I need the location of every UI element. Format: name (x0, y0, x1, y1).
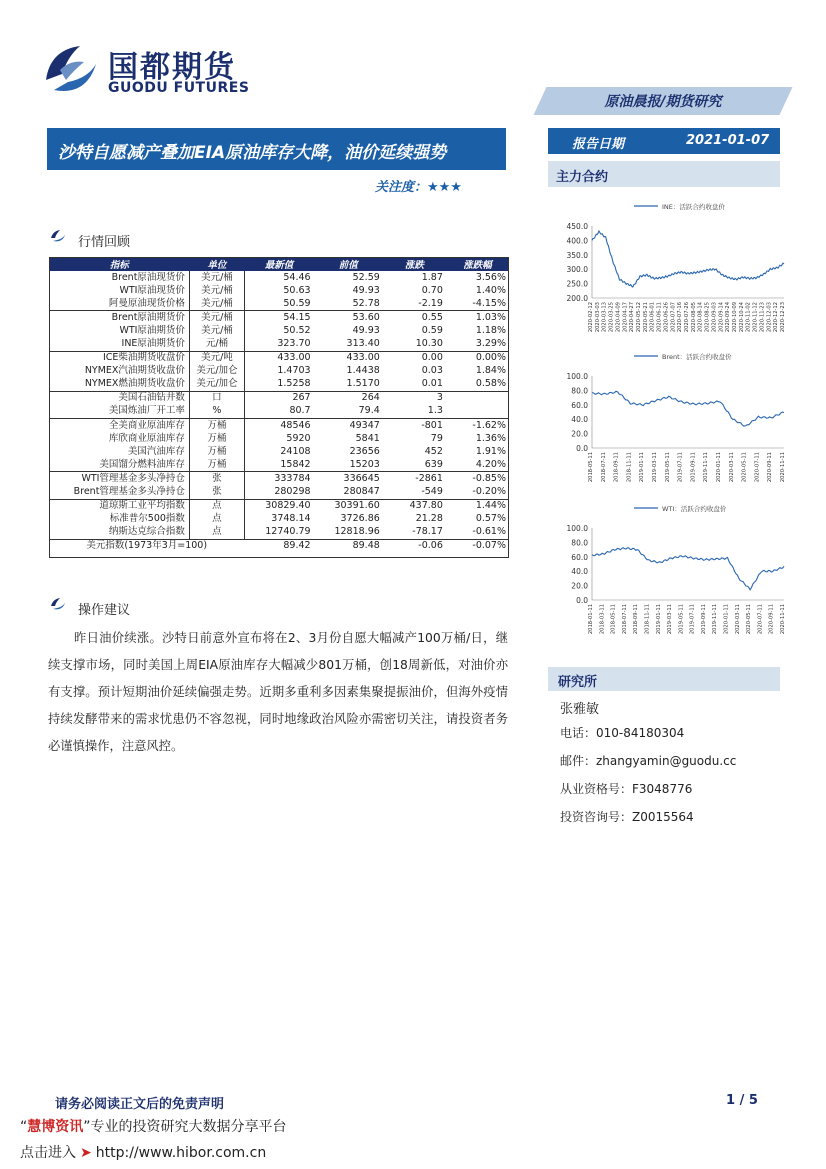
x-tick-label: 2018-07-11 (600, 452, 607, 483)
row-change: 21.28 (415, 513, 443, 525)
row-unit: 美元/桶 (189, 271, 244, 284)
row-label: 美国炼油厂开工率 (49, 405, 189, 419)
x-tick-label: 2020-02-12 (588, 302, 594, 333)
page-number: 1 / 5 (726, 1093, 758, 1108)
row-change: -801 (421, 419, 443, 431)
table-row (49, 311, 509, 325)
row-unit: 口 (189, 391, 244, 405)
x-tick-label: 2020-06-26 (663, 302, 670, 333)
x-tick-label: 2020-07-11 (757, 604, 764, 635)
row-previous: 264 (361, 392, 380, 404)
date-label: 报告日期 (572, 137, 625, 152)
site-line[interactable] (20, 1142, 266, 1162)
row-previous: 49347 (349, 419, 380, 431)
row-unit: 万桶 (189, 458, 244, 472)
row-previous: 1.5170 (314, 378, 383, 392)
table-row (49, 458, 509, 472)
row-label: 美国石油钻井数 (49, 391, 189, 405)
row-unit: 万桶 (189, 445, 244, 458)
x-tick-label: 2020-07-16 (677, 302, 684, 333)
x-tick-label: 2020-05-11 (741, 452, 748, 483)
row-unit: 万桶 (189, 419, 244, 433)
row-latest: 333784 (274, 472, 311, 484)
table-header: 涨跌 (383, 257, 446, 271)
x-tick-label: 2018-11-11 (626, 452, 633, 483)
row-label: ICE柴油期货收盘价 (49, 351, 189, 365)
x-tick-label: 2020-08-14 (697, 302, 704, 333)
analyst-qualification: 从业资格号：F3048776 (560, 782, 693, 796)
x-tick-label: 2019-09-11 (700, 604, 707, 635)
row-change: -0.06 (418, 540, 443, 552)
table-row (49, 405, 509, 419)
table-row (49, 472, 509, 486)
x-tick-label: 2020-01-11 (716, 452, 722, 483)
row-change-pct: -0.07% (472, 540, 506, 552)
logo-mark-icon (40, 40, 102, 102)
table-row (49, 445, 509, 458)
x-tick-label: 2019-03-11 (667, 604, 674, 635)
row-label: NYMEX燃油期货收盘价 (49, 378, 189, 392)
report-type: 原油晨报/期货研究 (604, 94, 722, 110)
row-label: 美元指数(1973年3月=100) (86, 540, 208, 552)
row-latest: 3748.14 (271, 513, 311, 525)
row-change-pct: 1.18% (475, 324, 506, 336)
x-tick-label: 2019-03-11 (652, 452, 658, 483)
y-tick-label: 100.0 (566, 372, 588, 381)
analyst-consult-number: 投资咨询号：Z0015564 (560, 810, 694, 824)
x-tick-label: 2020-03-11 (728, 452, 735, 483)
row-previous: 3726.86 (340, 513, 380, 525)
x-tick-label: 2020-09-11 (767, 452, 774, 483)
row-previous: 89.48 (352, 540, 380, 552)
row-change: 639 (383, 458, 446, 472)
row-change: 0.00 (421, 352, 443, 364)
row-previous: 12818.96 (314, 526, 383, 540)
row-previous: 1.4438 (346, 365, 380, 377)
x-tick-label: 2019-01-11 (639, 452, 646, 483)
x-tick-label: 2018-07-11 (621, 604, 628, 635)
x-tick-label: 2018-01-11 (588, 604, 594, 635)
row-latest: 5920 (286, 432, 311, 444)
row-change-pct: 0.00% (475, 352, 506, 364)
x-tick-label: 2020-04-27 (629, 302, 636, 333)
row-change: 10.30 (383, 337, 446, 351)
legend-label: INE：活跃合约收盘价 (662, 203, 725, 211)
row-latest: 1.4703 (277, 365, 311, 377)
table-row (49, 526, 509, 540)
x-tick-label: 2020-03-03 (594, 302, 601, 333)
row-latest: 50.63 (283, 284, 311, 296)
research-title: 研究所 (558, 675, 598, 690)
table-row (49, 284, 509, 297)
row-previous: 313.40 (314, 337, 383, 351)
platform-name: 慧博资讯 (27, 1119, 84, 1135)
row-latest: 80.7 (244, 405, 313, 419)
x-tick-label: 2020-05-21 (642, 302, 649, 333)
row-change-pct: 3.29% (446, 337, 509, 351)
row-previous: 49.93 (352, 284, 380, 296)
legend-label: WTI：活跃合约收盘价 (662, 505, 727, 513)
pointer-icon: ➤ (80, 1145, 92, 1161)
site-label[interactable]: 点击进入 (20, 1145, 76, 1161)
row-previous: 15203 (314, 458, 383, 472)
section-market-title: 行情回顾 (78, 235, 131, 250)
y-tick-label: 100.0 (566, 524, 588, 533)
platform-text: 专业的投资研究大数据分享平台 (90, 1119, 287, 1135)
market-table (49, 257, 509, 553)
row-latest: 1.5258 (244, 378, 313, 392)
y-tick-label: 300.0 (566, 265, 588, 275)
table-row (49, 486, 509, 500)
row-change: 452 (424, 445, 443, 457)
quote-close: ” (83, 1119, 91, 1135)
row-label: WTI原油现货价 (49, 284, 189, 297)
row-latest: 54.15 (283, 311, 311, 323)
row-previous: 433.00 (346, 352, 380, 364)
row-change-pct: 3.56% (475, 271, 506, 283)
row-latest: 433.00 (277, 352, 311, 364)
row-unit: 万桶 (189, 432, 244, 445)
table-row (49, 365, 509, 378)
y-tick-label: 350.0 (566, 250, 588, 260)
row-unit: 美元/桶 (189, 324, 244, 337)
row-unit: 点 (189, 526, 244, 540)
table-header: 涨跌幅 (446, 257, 509, 271)
x-tick-label: 2019-09-11 (690, 452, 697, 483)
row-unit: 元/桶 (189, 337, 244, 351)
x-tick-label: 2018-05-11 (588, 452, 594, 483)
table-row (49, 324, 509, 337)
y-tick-label: 0.0 (576, 444, 588, 453)
row-change-pct: 1.03% (475, 311, 506, 323)
x-tick-label: 2020-08-25 (704, 302, 711, 333)
site-url[interactable]: http://www.hibor.com.cn (95, 1145, 267, 1161)
row-latest: 89.42 (283, 540, 311, 552)
table-header-row (49, 257, 509, 271)
row-change: 3 (436, 392, 443, 404)
row-change-pct: -0.20% (446, 486, 509, 500)
x-tick-label: 2018-03-11 (599, 604, 606, 635)
row-previous: 23656 (349, 445, 380, 457)
row-unit: 美元/吨 (189, 351, 244, 365)
table-header: 单位 (189, 257, 244, 271)
chart-brent (548, 348, 788, 496)
row-change-pct: 0.57% (475, 513, 506, 525)
x-tick-label: 2020-10-09 (732, 302, 738, 333)
row-label: WTI管理基金多头净持仓 (49, 472, 189, 486)
table-header: 最新值 (244, 257, 313, 271)
analyst-email: 邮件：zhangyamin@guodu.cc (560, 754, 737, 768)
row-latest: 50.52 (283, 324, 311, 336)
y-tick-label: 450.0 (566, 222, 588, 231)
row-unit: 点 (189, 499, 244, 513)
row-unit: 美元/桶 (189, 284, 244, 297)
x-tick-label: 2020-04-17 (622, 302, 629, 333)
x-tick-label: 2018-09-11 (633, 604, 640, 635)
row-change: 0.03 (421, 365, 443, 377)
y-tick-label: 40.0 (571, 415, 588, 425)
x-tick-label: 2020-06-01 (649, 302, 656, 333)
table-header: 前值 (314, 257, 383, 271)
x-tick-label: 2019-11-11 (703, 452, 710, 483)
row-label: INE原油期货价 (49, 337, 189, 351)
row-previous: 53.60 (352, 311, 380, 323)
table-header: 指标 (49, 257, 189, 271)
row-latest: 24108 (280, 445, 311, 457)
analyst-name: 张雅敏 (560, 702, 600, 717)
row-label: Brent原油现货价 (49, 271, 189, 284)
row-latest: 50.59 (244, 297, 313, 311)
quote-open: “ (20, 1119, 28, 1135)
y-tick-label: 80.0 (571, 386, 588, 396)
y-tick-label: 400.0 (566, 236, 588, 246)
x-tick-label: 2020-09-03 (711, 302, 718, 333)
row-change-pct: 4.20% (446, 458, 509, 472)
row-label: 美国汽油库存 (49, 445, 189, 458)
y-tick-label: 60.0 (571, 400, 588, 410)
y-tick-label: 250.0 (566, 279, 588, 289)
row-label: 标准普尔500指数 (49, 513, 189, 526)
y-tick-label: 200.0 (566, 294, 588, 303)
headline: 沙特自愿减产叠加EIA原油库存大降，油价延续强势 (58, 143, 447, 163)
x-tick-label: 2018-05-11 (610, 604, 617, 635)
row-previous: 336645 (343, 472, 380, 484)
x-tick-label: 2019-11-11 (712, 604, 719, 635)
y-tick-label: 60.0 (571, 552, 588, 562)
row-label: 库欣商业原油库存 (49, 432, 189, 445)
row-label: Brent管理基金多头净持仓 (49, 486, 189, 500)
row-previous: 79.4 (314, 405, 383, 419)
x-tick-label: 2020-11-02 (745, 302, 752, 333)
section-market-icon (50, 229, 66, 243)
x-tick-label: 2019-01-11 (655, 604, 662, 635)
series-line (592, 548, 784, 590)
platform-line (20, 1116, 287, 1136)
table-row (49, 499, 509, 513)
row-latest: 54.46 (283, 271, 311, 283)
row-unit: 美元/桶 (189, 297, 244, 311)
y-tick-label: 40.0 (571, 567, 588, 577)
row-change: -78.17 (383, 526, 446, 540)
table-row (49, 513, 509, 526)
attention-rating: 关注度：★★★ (375, 180, 462, 195)
table-row (49, 432, 509, 445)
y-tick-label: 20.0 (571, 429, 588, 439)
row-latest: 280298 (244, 486, 313, 500)
table-row (49, 297, 509, 311)
row-change: 0.59 (421, 324, 443, 336)
y-tick-label: 0.0 (576, 596, 588, 605)
section-advice-icon (50, 597, 66, 611)
row-change-pct: 1.44% (475, 500, 506, 512)
row-change-pct: -0.61% (446, 526, 509, 540)
row-unit: 美元/加仑 (189, 365, 244, 378)
row-change: 79 (430, 432, 443, 444)
chart-wti (548, 500, 788, 650)
x-tick-label: 2019-07-11 (677, 452, 684, 483)
row-label: Brent原油期货价 (49, 311, 189, 325)
x-tick-label: 2020-12-12 (773, 302, 780, 333)
advice-paragraph: 昨日油价续涨。沙特日前意外宣布将在2、3月份自愿大幅减产100万桶/日，继续支撑市场，同时美国上周EIA原油库存大幅减少801万桶，创18周新低，对油价亦有支撑。预计短期油价延续偏强走势。近期多重利多因素集聚提振油价，但海外疫情持续发酵带来的需求忧患仍不容忽视，同时地缘政治风险亦需密切关注，请投资者务必谨慎操作，注意风控。 (48, 631, 508, 753)
row-label: 美国馏分燃料油库存 (49, 458, 189, 472)
row-previous: 52.59 (352, 271, 380, 283)
row-change-pct: 1.84% (475, 365, 506, 377)
x-tick-label: 2020-03-13 (601, 302, 608, 333)
row-previous: 52.78 (314, 297, 383, 311)
row-label: WTI原油期货价 (49, 324, 189, 337)
row-label: 全美商业原油库存 (49, 419, 189, 433)
x-tick-label: 2020-12-03 (766, 302, 773, 333)
row-change-pct: -4.15% (446, 297, 509, 311)
row-change-pct: 1.36% (475, 432, 506, 444)
row-change: 1.87 (421, 271, 443, 283)
chart-ine (548, 198, 788, 346)
table-row (49, 539, 509, 553)
x-tick-label: 2020-10-24 (738, 302, 745, 333)
row-latest: 48546 (280, 419, 311, 431)
row-change: -549 (383, 486, 446, 500)
row-unit: 张 (189, 486, 244, 500)
row-unit: 美元/加仑 (189, 378, 244, 392)
row-change-pct: 1.40% (475, 284, 506, 296)
x-tick-label: 2020-11-11 (780, 452, 786, 483)
table-row (49, 337, 509, 351)
row-change: 437.80 (409, 500, 443, 512)
y-tick-label: 80.0 (571, 538, 588, 548)
row-change-pct (446, 391, 509, 405)
x-tick-label: 2020-04-09 (615, 302, 622, 333)
row-latest: 12740.79 (244, 526, 313, 540)
main-contract-title: 主力合约 (556, 170, 609, 185)
table-row (49, 419, 509, 433)
x-tick-label: 2020-09-24 (725, 302, 732, 333)
row-latest: 15842 (244, 458, 313, 472)
row-latest: 267 (292, 392, 311, 404)
row-change-pct: -0.85% (472, 472, 506, 484)
row-unit: % (189, 405, 244, 419)
row-previous: 30391.60 (334, 500, 380, 512)
logo-text-en: GUODU FUTURES (108, 80, 250, 96)
table-row (49, 271, 509, 284)
x-tick-label: 2020-09-14 (718, 302, 725, 333)
table-row (49, 378, 509, 392)
logo-text-cn: 国都期货 (108, 50, 236, 85)
section-advice-title: 操作建议 (78, 603, 131, 618)
row-change-pct: 0.58% (446, 378, 509, 392)
row-previous: 280847 (314, 486, 383, 500)
x-tick-label: 2020-11-12 (752, 302, 759, 333)
x-tick-label: 2019-05-11 (678, 604, 685, 635)
x-tick-label: 2020-07-26 (684, 302, 690, 333)
row-change-pct: -1.62% (472, 419, 506, 431)
x-tick-label: 2020-03-11 (734, 604, 741, 635)
row-change: -2861 (415, 472, 443, 484)
table-row (49, 351, 509, 365)
date-value: 2021-01-07 (686, 133, 770, 148)
row-change: 0.01 (383, 378, 446, 392)
row-change: 1.3 (383, 405, 446, 419)
row-change-pct (446, 405, 509, 419)
disclaimer-link[interactable]: 请务必阅读正文后的免责声明 (55, 1097, 225, 1112)
row-latest: 30829.40 (265, 500, 311, 512)
row-previous: 5841 (355, 432, 380, 444)
row-latest: 323.70 (244, 337, 313, 351)
x-tick-label: 2018-11-11 (644, 604, 651, 635)
x-tick-label: 2019-07-11 (689, 604, 696, 635)
analyst-phone: 电话：010-84180304 (560, 726, 685, 740)
row-label: 纳斯达克综合指数 (49, 526, 189, 540)
row-change: 0.55 (421, 311, 443, 323)
row-label: NYMEX汽油期货收盘价 (49, 365, 189, 378)
x-tick-label: 2020-08-05 (690, 302, 697, 333)
row-change-pct: 1.91% (475, 445, 506, 457)
y-tick-label: 20.0 (571, 581, 588, 591)
x-tick-label: 2018-09-11 (613, 452, 620, 483)
row-unit: 美元/桶 (189, 311, 244, 325)
legend-label: Brent：活跃合约收盘价 (662, 353, 732, 361)
x-tick-label: 2020-07-11 (754, 452, 761, 483)
x-tick-label: 2020-05-12 (636, 302, 642, 333)
row-unit: 张 (189, 472, 244, 486)
x-tick-label: 2020-11-11 (780, 604, 786, 635)
x-tick-label: 2020-12-23 (780, 302, 786, 333)
row-change: 0.70 (421, 284, 443, 296)
row-change: -2.19 (383, 297, 446, 311)
row-label: 阿曼原油现货价格 (49, 297, 189, 311)
row-label: 道琼斯工业平均指数 (49, 499, 189, 513)
x-tick-label: 2020-09-11 (768, 604, 775, 635)
x-tick-label: 2019-05-11 (664, 452, 671, 483)
row-previous: 49.93 (352, 324, 380, 336)
x-tick-label: 2020-06-11 (656, 302, 663, 333)
series-line (592, 231, 784, 287)
x-tick-label: 2020-05-11 (746, 604, 753, 635)
table-row (49, 391, 509, 405)
x-tick-label: 2020-11-23 (759, 302, 766, 333)
series-line (592, 391, 784, 426)
x-tick-label: 2020-03-25 (608, 302, 615, 333)
x-tick-label: 2020-01-11 (723, 604, 730, 635)
x-tick-label: 2020-07-07 (670, 302, 677, 333)
row-unit: 点 (189, 513, 244, 526)
